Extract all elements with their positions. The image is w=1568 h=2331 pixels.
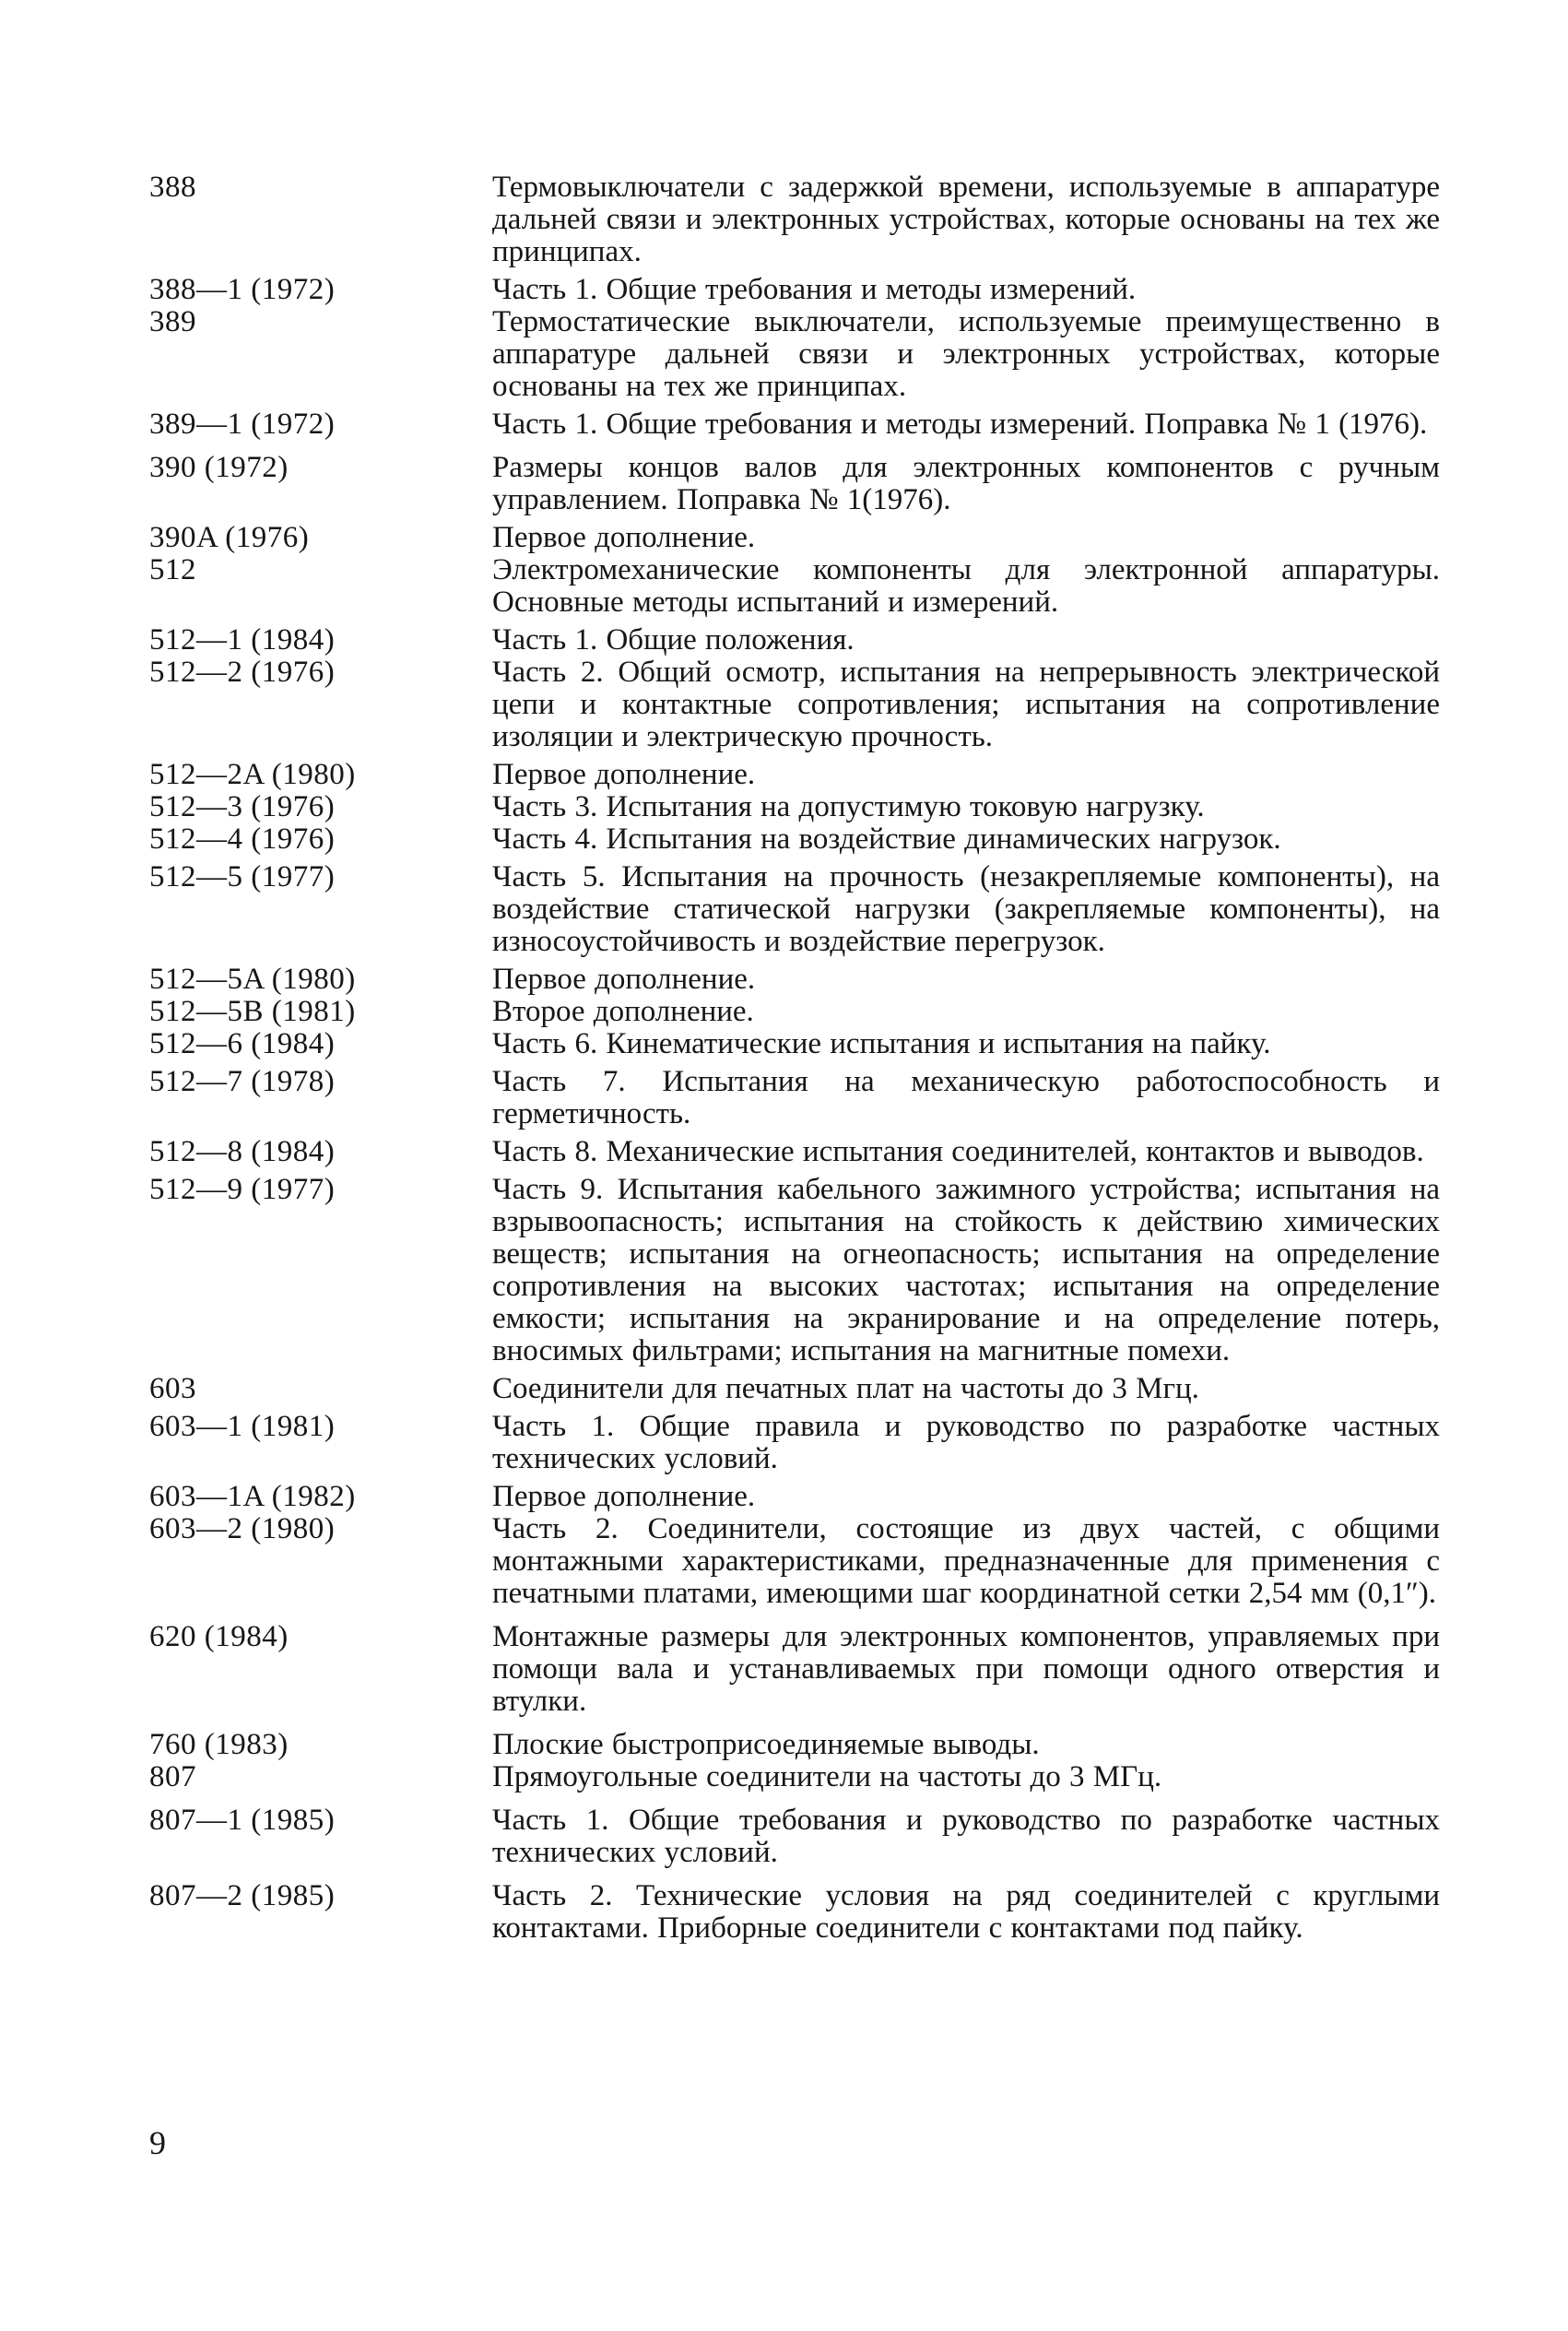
standard-title: Размеры концов валов для электронных компонентов с ручным управлением. Поправка № 1(1976). — [492, 451, 1440, 516]
list-entry — [149, 1066, 1440, 1130]
standard-number: 390 (1972) — [149, 451, 289, 484]
list-entry — [149, 452, 1440, 516]
standard-number: 512 — [149, 553, 196, 586]
standard-number: 389—1 (1972) — [149, 408, 336, 441]
standard-number: 390A (1976) — [149, 521, 310, 554]
standard-number: 807—2 (1985) — [149, 1879, 336, 1912]
standard-title: Часть 1. Общие правила и руководство по разработке частных технических условий. — [492, 1410, 1440, 1475]
standard-title: Часть 1. Общие требования и методы измерений. Поправка № 1 (1976). — [492, 408, 1428, 441]
standard-number: 512—5B (1981) — [149, 995, 356, 1028]
list-entry — [149, 306, 1440, 403]
standard-number: 807 — [149, 1760, 196, 1793]
standard-number: 512—2A (1980) — [149, 758, 356, 791]
list-entry — [149, 657, 1440, 753]
list-entry — [149, 791, 1440, 823]
standard-title: Монтажные размеры для электронных компонентов, управляемых при помощи вала и устанавливаемых при помощи одного отверстия и втулки. — [492, 1620, 1440, 1718]
list-entry — [149, 1880, 1440, 1945]
standard-number: 807—1 (1985) — [149, 1804, 336, 1837]
standard-title: Часть 3. Испытания на допустимую токовую нагрузку. — [492, 790, 1205, 823]
standard-title: Часть 8. Механические испытания соединителей, контактов и выводов. — [492, 1135, 1424, 1168]
list-entry — [149, 554, 1440, 619]
standard-title: Часть 6. Кинематические испытания и испытания на пайку. — [492, 1027, 1271, 1060]
standard-number: 512—4 (1976) — [149, 822, 336, 856]
standard-number: 603 — [149, 1372, 196, 1405]
standard-number: 603—1 (1981) — [149, 1410, 336, 1443]
standard-number: 620 (1984) — [149, 1620, 289, 1653]
standard-title: Первое дополнение. — [492, 1480, 756, 1513]
list-entry — [149, 1028, 1440, 1060]
standard-title: Первое дополнение. — [492, 963, 756, 996]
list-entry — [149, 274, 1440, 306]
standard-title: Часть 9. Испытания кабельного зажимного устройства; испытания на взрывоопасность; испытания на стойкость к действию химических веществ; испытания на огнеопасность; испытания на определение сопротивления на высоких частотах; испытания на определение емкости; испытания на экранирование и на определение потерь, вносимых фильтрами; испытания на магнитные помехи. — [492, 1173, 1440, 1367]
list-entry — [149, 1804, 1440, 1869]
list-entry — [149, 1761, 1440, 1793]
standard-number: 512—7 (1978) — [149, 1065, 336, 1098]
list-entry — [149, 624, 1440, 657]
standard-title: Часть 2. Соединители, состоящие из двух частей, с общими монтажными характеристиками, предназначенные для применения с печатными платами, имеющими шаг координатной сетки 2,54 мм (0,1″). — [492, 1512, 1440, 1610]
standard-title: Прямоугольные соединители на частоты до 3 МГц. — [492, 1760, 1162, 1793]
standard-number: 512—1 (1984) — [149, 623, 336, 657]
page-number: 9 — [149, 2124, 166, 2161]
list-entry — [149, 964, 1440, 996]
list-entry — [149, 1481, 1440, 1513]
standard-title: Часть 2. Общий осмотр, испытания на непрерывность электрической цепи и контактные сопротивления; испытания на сопротивление изоляции и электрическую прочность. — [492, 656, 1440, 753]
list-entry — [149, 1373, 1440, 1405]
list-entry — [149, 522, 1440, 554]
standard-number: 512—2 (1976) — [149, 656, 336, 689]
standard-number: 389 — [149, 305, 196, 338]
standard-title: Часть 1. Общие требования и методы измерений. — [492, 273, 1137, 306]
standard-title: Часть 4. Испытания на воздействие динамических нагрузок. — [492, 822, 1281, 856]
list-entry — [149, 1136, 1440, 1168]
list-entry — [149, 823, 1440, 856]
standard-number: 512—9 (1977) — [149, 1173, 336, 1206]
list-entry — [149, 408, 1440, 441]
standard-title: Часть 2. Технические условия на ряд соединителей с круглыми контактами. Приборные соединители с контактами под пайку. — [492, 1879, 1440, 1945]
list-entry — [149, 1174, 1440, 1367]
standard-title: Термовыключатели с задержкой времени, используемые в аппаратуре дальней связи и электронных устройствах, которые основаны на тех же принципах. — [492, 171, 1440, 268]
list-entry — [149, 172, 1440, 268]
standard-number: 512—5 (1977) — [149, 860, 336, 893]
standard-number: 603—2 (1980) — [149, 1512, 336, 1545]
standard-title: Часть 7. Испытания на механическую работоспособность и герметичность. — [492, 1065, 1440, 1130]
list-entry — [149, 759, 1440, 791]
list-entry — [149, 1411, 1440, 1475]
standard-number: 512—6 (1984) — [149, 1027, 336, 1060]
standard-title: Первое дополнение. — [492, 758, 756, 791]
standard-title: Часть 5. Испытания на прочность (незакрепляемые компоненты), на воздействие статической нагрузки (закрепляемые компоненты), на износоустойчивость и воздействие перегрузок. — [492, 860, 1440, 958]
standard-number: 512—8 (1984) — [149, 1135, 336, 1168]
standard-title: Плоские быстроприсоединяемые выводы. — [492, 1728, 1040, 1761]
list-entry — [149, 1621, 1440, 1718]
list-entry — [149, 996, 1440, 1028]
list-entry — [149, 1729, 1440, 1761]
standard-title: Термостатические выключатели, используемые преимущественно в аппаратуре дальней связи и электронных устройствах, которые основаны на тех же принципах. — [492, 305, 1440, 403]
standard-title: Часть 1. Общие положения. — [492, 623, 855, 657]
standard-number: 388 — [149, 171, 196, 204]
standard-title: Часть 1. Общие требования и руководство по разработке частных технических условий. — [492, 1804, 1440, 1869]
standard-number: 512—5A (1980) — [149, 963, 356, 996]
standard-title: Соединители для печатных плат на частоты до 3 Мгц. — [492, 1372, 1199, 1405]
standard-number: 388—1 (1972) — [149, 273, 336, 306]
standards-list — [149, 172, 1440, 1945]
list-entry — [149, 1513, 1440, 1610]
standard-title: Второе дополнение. — [492, 995, 754, 1028]
list-entry — [149, 861, 1440, 958]
standard-number: 760 (1983) — [149, 1728, 289, 1761]
standard-number: 512—3 (1976) — [149, 790, 336, 823]
standard-title: Электромеханические компоненты для электронной аппаратуры. Основные методы испытаний и измерений. — [492, 553, 1440, 619]
standard-number: 603—1A (1982) — [149, 1480, 356, 1513]
standard-title: Первое дополнение. — [492, 521, 756, 554]
